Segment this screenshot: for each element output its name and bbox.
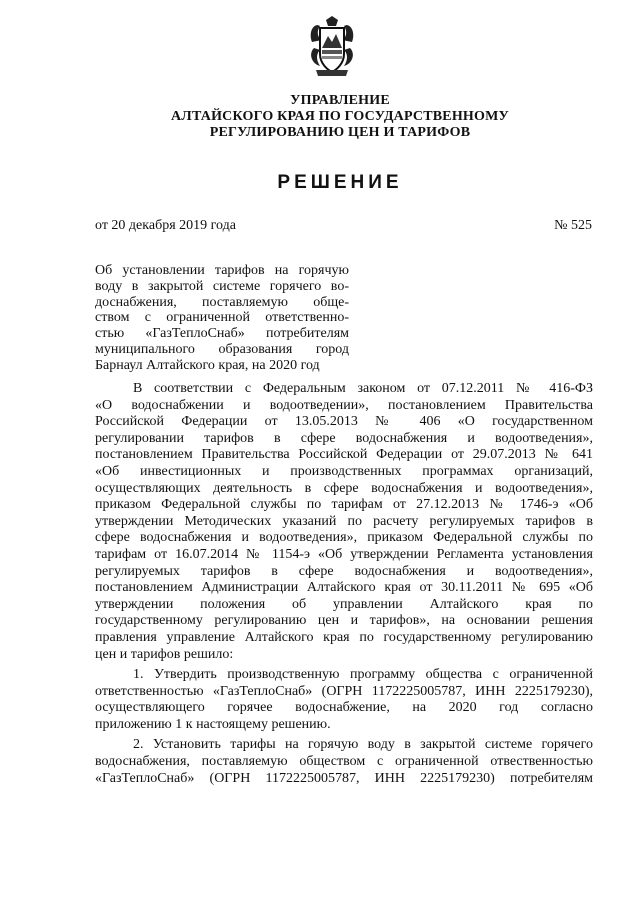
decision-subject <box>95 263 349 374</box>
header-line-1: УПРАВЛЕНИЕ <box>290 93 390 108</box>
item-1-line: осуществляющего горячее водоснабжение, на 2020 год согласно <box>95 700 593 716</box>
item-1-line: ответственностью «ГазТеплоСнаб» (ОГРН 1172225005787, ИНН 2225179230), <box>95 683 593 699</box>
preamble-line: постановлением Администрации Алтайского края от 30.11.2011 № 695 «Об <box>95 580 593 596</box>
subject-line: Об установлении тарифов на горячую <box>95 263 349 278</box>
item-2-line: 2. Установить тарифы на горячую воду в закрытой системе горячего <box>133 737 593 753</box>
item-1-line: приложению 1 к настоящему решению. <box>95 716 331 732</box>
date-number-line <box>95 218 592 234</box>
header-line-2: АЛТАЙСКОГО КРАЯ ПО ГОСУДАРСТВЕННОМУ <box>171 109 509 124</box>
preamble-line: утверждении положения об управлении Алтайского края по <box>95 596 593 612</box>
document-number: № 525 <box>554 218 592 233</box>
preamble-line: утверждении Методических указаний по расчету регулируемых тарифов в <box>95 513 593 529</box>
preamble-line: «О водоснабжении и водоотведении», постановлением Правительства <box>95 397 593 413</box>
preamble-line: постановлением Правительства Российской Федерации от 29.07.2013 № 641 <box>95 447 593 463</box>
coat-of-arms-icon <box>306 14 358 78</box>
preamble-line: регулировании тарифов в сфере водоснабжения и водоотведения», <box>95 430 593 446</box>
preamble-line: приказом Федеральной службы по тарифам от 27.12.2013 № 1746-э «Об <box>95 497 593 513</box>
header-line-3: РЕГУЛИРОВАНИЮ ЦЕН И ТАРИФОВ <box>209 125 471 140</box>
subject-line: воду в закрытой системе горячего во- <box>95 278 349 294</box>
item-2-line: «ГазТеплоСнаб» (ОГРН 1172225005787, ИНН 2225179230) потребителям <box>95 770 593 786</box>
preamble-line: «Об инвестиционных и производственных программах организаций, <box>95 463 593 479</box>
preamble-line: сфере водоснабжения и водоотведения», приказом Федеральной службы по <box>95 530 593 546</box>
subject-line: муниципального образования город <box>95 341 349 357</box>
preamble-line: Российской Федерации от 13.05.2013 № 406 «О государственном <box>95 414 593 430</box>
preamble-line: тарифам от 16.07.2014 № 1154-э «Об утверждении Регламента установления <box>95 546 593 562</box>
preamble-line: правления управление Алтайского края по государственному регулированию <box>95 629 593 645</box>
preamble-line: регулируемых тарифов в сфере водоснабжения и водоотведения», <box>95 563 593 579</box>
preamble-line: В соответствии с Федеральным законом от 07.12.2011 № 416-ФЗ <box>133 381 593 396</box>
preamble-line: государственному регулированию цен и тарифов», на основании решения <box>95 613 593 629</box>
document-date: от 20 декабря 2019 года <box>95 218 236 233</box>
decision-body <box>95 381 593 787</box>
item-2-line: водоснабжения, поставляемую обществом с ограниченной отвественностью <box>95 754 593 770</box>
document-type-title: РЕШЕНИЕ <box>277 172 403 193</box>
preamble-line: осуществляющих деятельность в сфере водоснабжения и водоотведения», <box>95 480 593 496</box>
subject-line: Барнаул Алтайского края, на 2020 год <box>95 357 320 373</box>
item-1-line: 1. Утвердить производственную программу общества с ограниченной <box>133 667 593 683</box>
subject-line: стью «ГазТеплоСнаб» потребителям <box>95 326 349 342</box>
issuing-authority-header <box>170 93 510 141</box>
subject-line: ством с ограниченной ответственно- <box>95 310 349 326</box>
subject-line: доснабжения, поставляемую обще- <box>95 294 349 310</box>
preamble-line: цен и тарифов решило: <box>95 646 234 662</box>
